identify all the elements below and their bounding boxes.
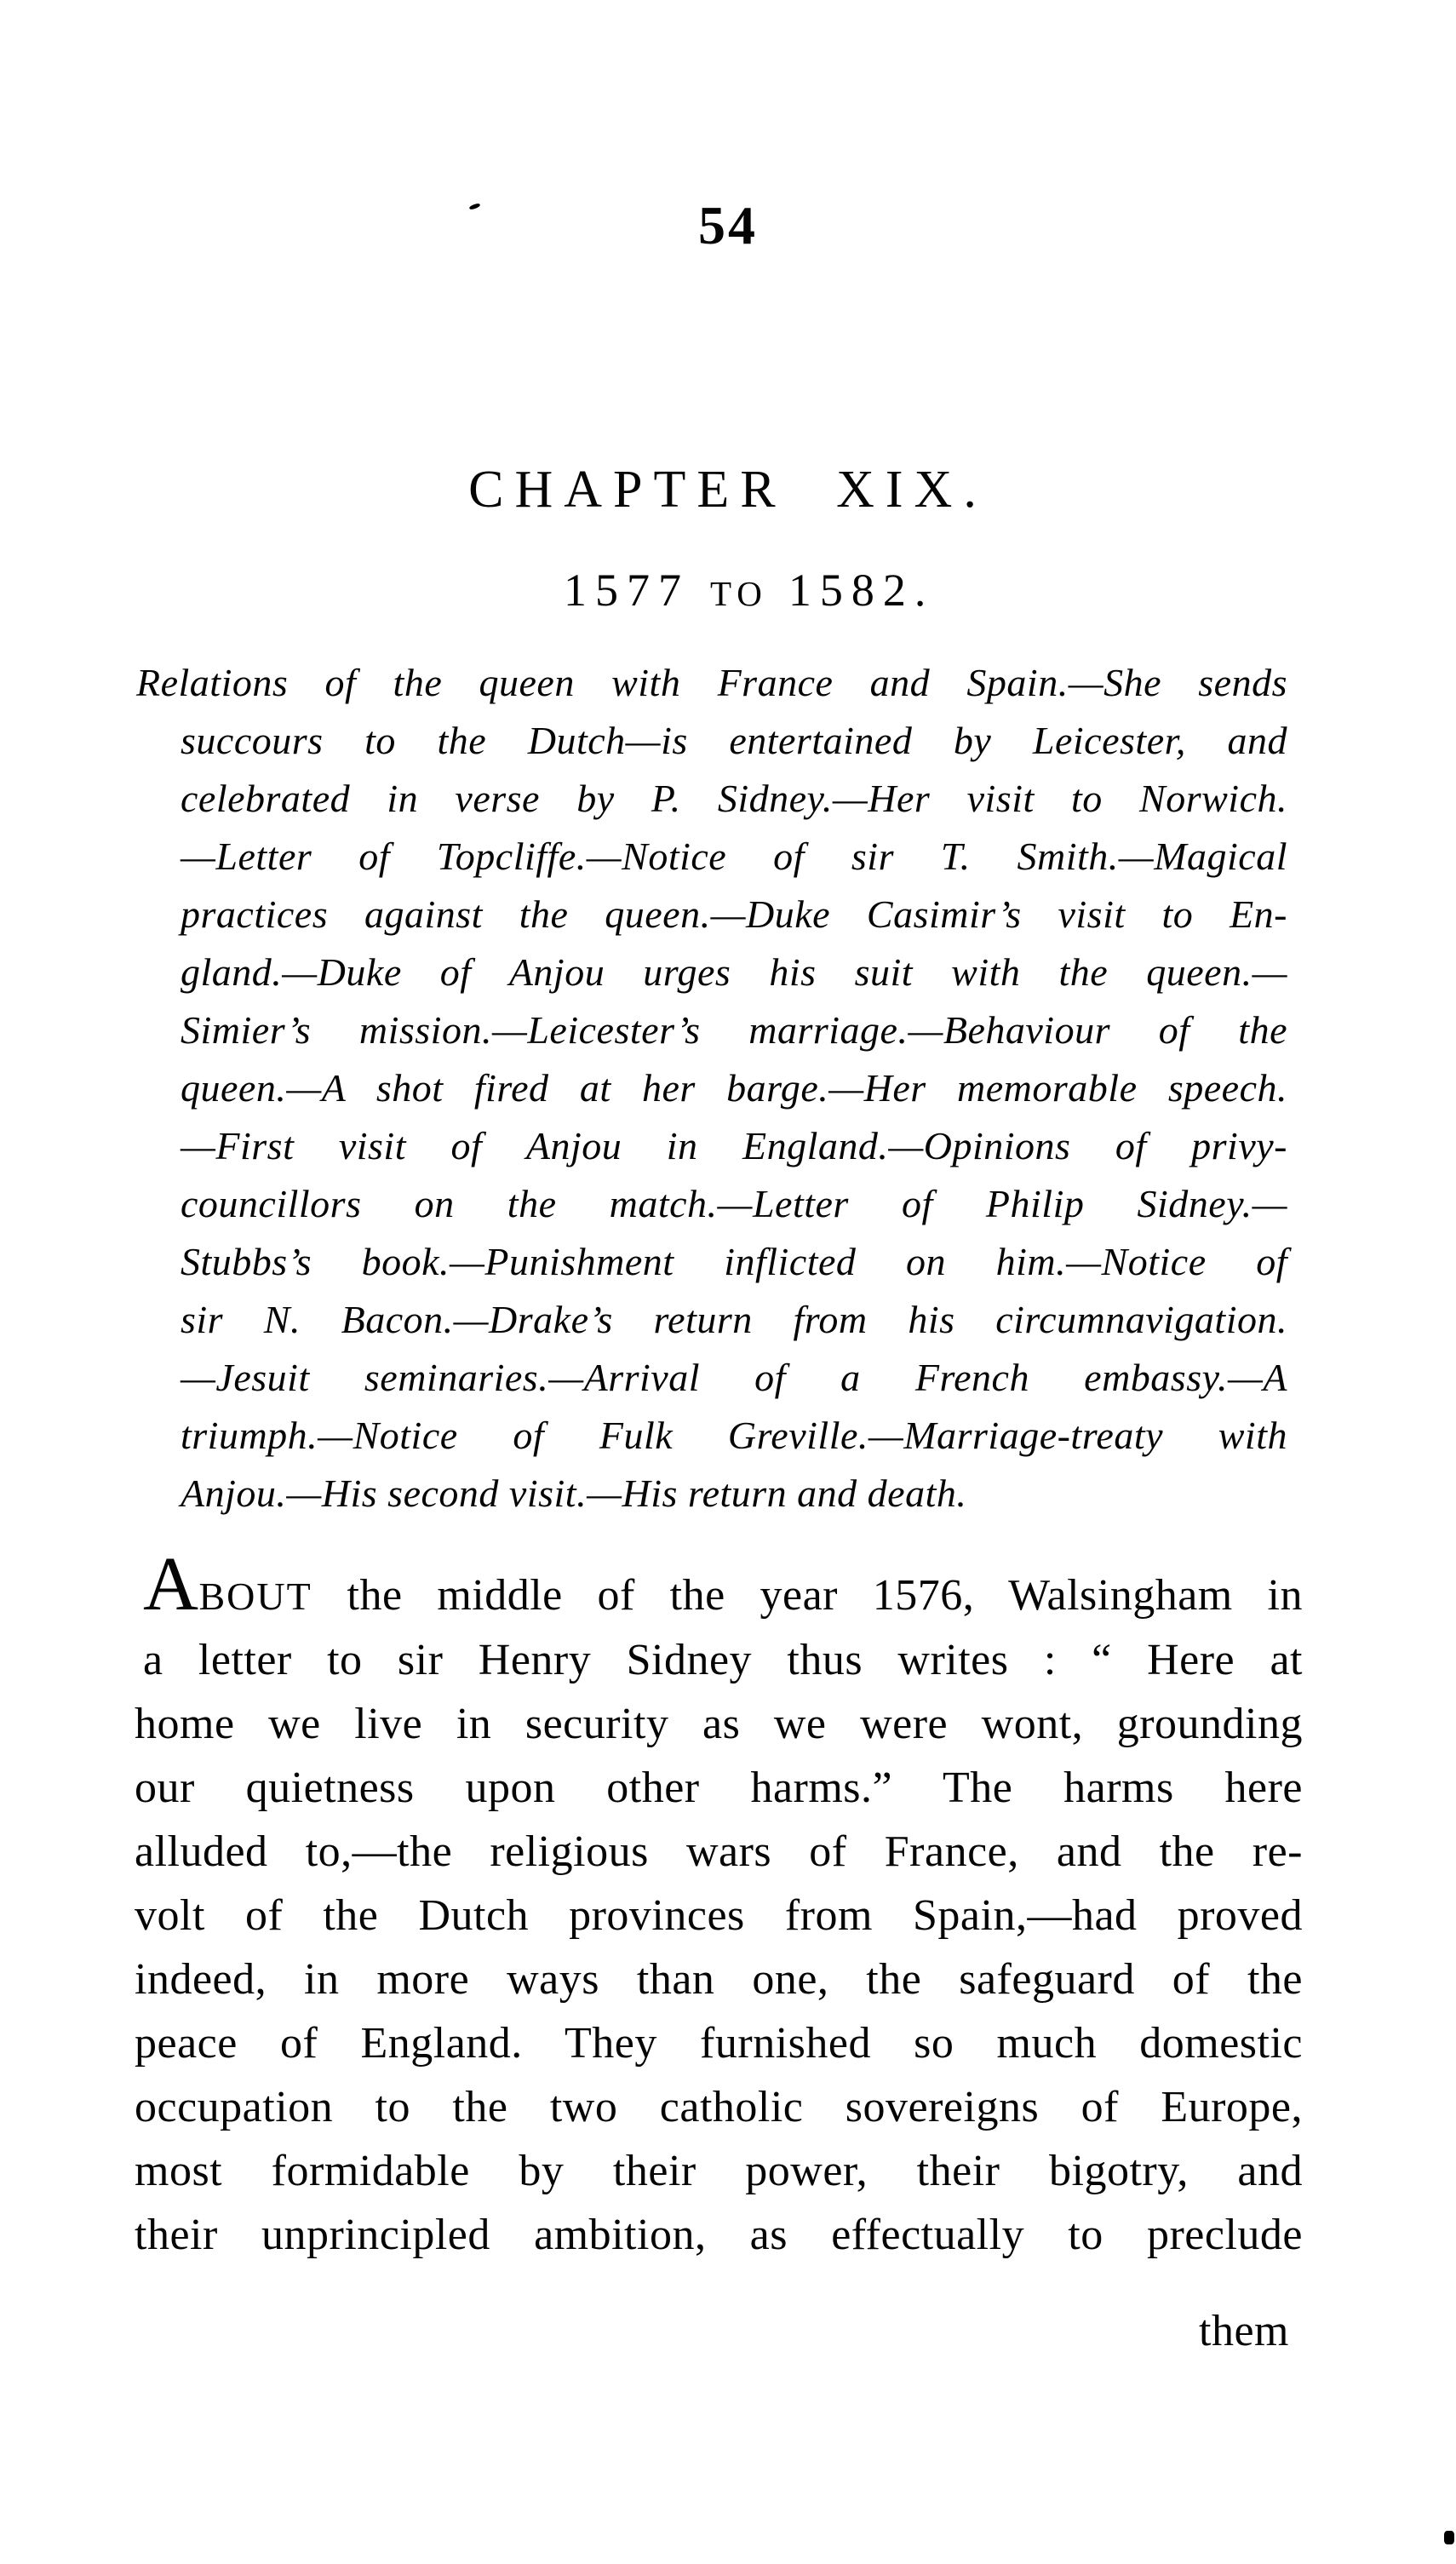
text-line: alluded to,—the religious wars of France, and the re- xyxy=(135,1827,1303,1876)
text-line: queen.—A shot fired at her barge.—Her memorable speech. xyxy=(181,1066,1287,1110)
catchword: them xyxy=(1199,2307,1289,2355)
drop-cap: A xyxy=(143,1542,199,1626)
text-line: practices against the queen.—Duke Casimir’s visit to En- xyxy=(181,892,1287,936)
text-line: —Letter of Topcliffe.—Notice of sir T. Smith.—Magical xyxy=(181,835,1287,878)
text-line: home we live in security as we were wont, grounding xyxy=(135,1700,1303,1748)
text-line: Stubbs’s book.—Punishment inflicted on him.—Notice of xyxy=(181,1240,1287,1283)
text-line: occupation to the two catholic sovereigns of Europe, xyxy=(135,2083,1303,2131)
text-line: Relations of the queen with France and Spain.—She sends xyxy=(136,661,1287,704)
text-line: —Jesuit seminaries.—Arrival of a French embassy.—A xyxy=(181,1356,1287,1399)
body-paragraph xyxy=(135,1542,1303,2363)
chapter-date-range xyxy=(564,564,934,617)
page-number: 54 xyxy=(698,195,758,255)
text-line: indeed, in more ways than one, the safeguard of the xyxy=(135,1955,1303,2004)
first-line-text: the middle of the year 1576, Walsingham in xyxy=(312,1571,1303,1620)
text-line xyxy=(135,1542,1303,1628)
text-line: peace of England. They furnished so much domestic xyxy=(135,2019,1303,2068)
text-line: councillors on the match.—Letter of Philip Sidney.— xyxy=(181,1182,1287,1225)
chapter-summary xyxy=(136,654,1287,1523)
text-line: Simier’s mission.—Leicester’s marriage.—Behaviour of the xyxy=(181,1008,1287,1052)
text-line: a letter to sir Henry Sidney thus writes : “ Here at xyxy=(143,1636,1303,1684)
text-line: succours to the Dutch—is entertained by Leicester, and xyxy=(181,719,1287,762)
text-line: our quietness upon other harms.” The harms here xyxy=(135,1764,1303,1812)
text-line: sir N. Bacon.—Drake’s return from his circumnavigation. xyxy=(181,1298,1287,1341)
text-line: gland.—Duke of Anjou urges his suit with the queen.— xyxy=(181,950,1287,994)
text-line: celebrated in verse by P. Sidney.—Her visit to Norwich. xyxy=(181,777,1287,820)
date-from: 1577 xyxy=(564,565,690,616)
text-line: Anjou.—His second visit.—His return and death. xyxy=(181,1471,967,1515)
date-to: 1582. xyxy=(788,565,935,616)
small-caps-word: BOUT xyxy=(198,1575,312,1618)
text-line: triumph.—Notice of Fulk Greville.—Marriage-treaty with xyxy=(181,1414,1287,1457)
body-lines xyxy=(135,1628,1303,2267)
text-line: their unprincipled ambition, as effectually to preclude xyxy=(135,2211,1303,2259)
chapter-title: CHAPTER XIX. xyxy=(468,461,988,519)
text-line: most formidable by their power, their bigotry, and xyxy=(135,2147,1303,2195)
date-to-word: TO xyxy=(710,574,768,613)
ink-speck xyxy=(1444,2531,1454,2544)
text-line: —First visit of Anjou in England.—Opinions of privy- xyxy=(181,1124,1287,1167)
text-line: volt of the Dutch provinces from Spain,—had proved xyxy=(135,1891,1303,1940)
